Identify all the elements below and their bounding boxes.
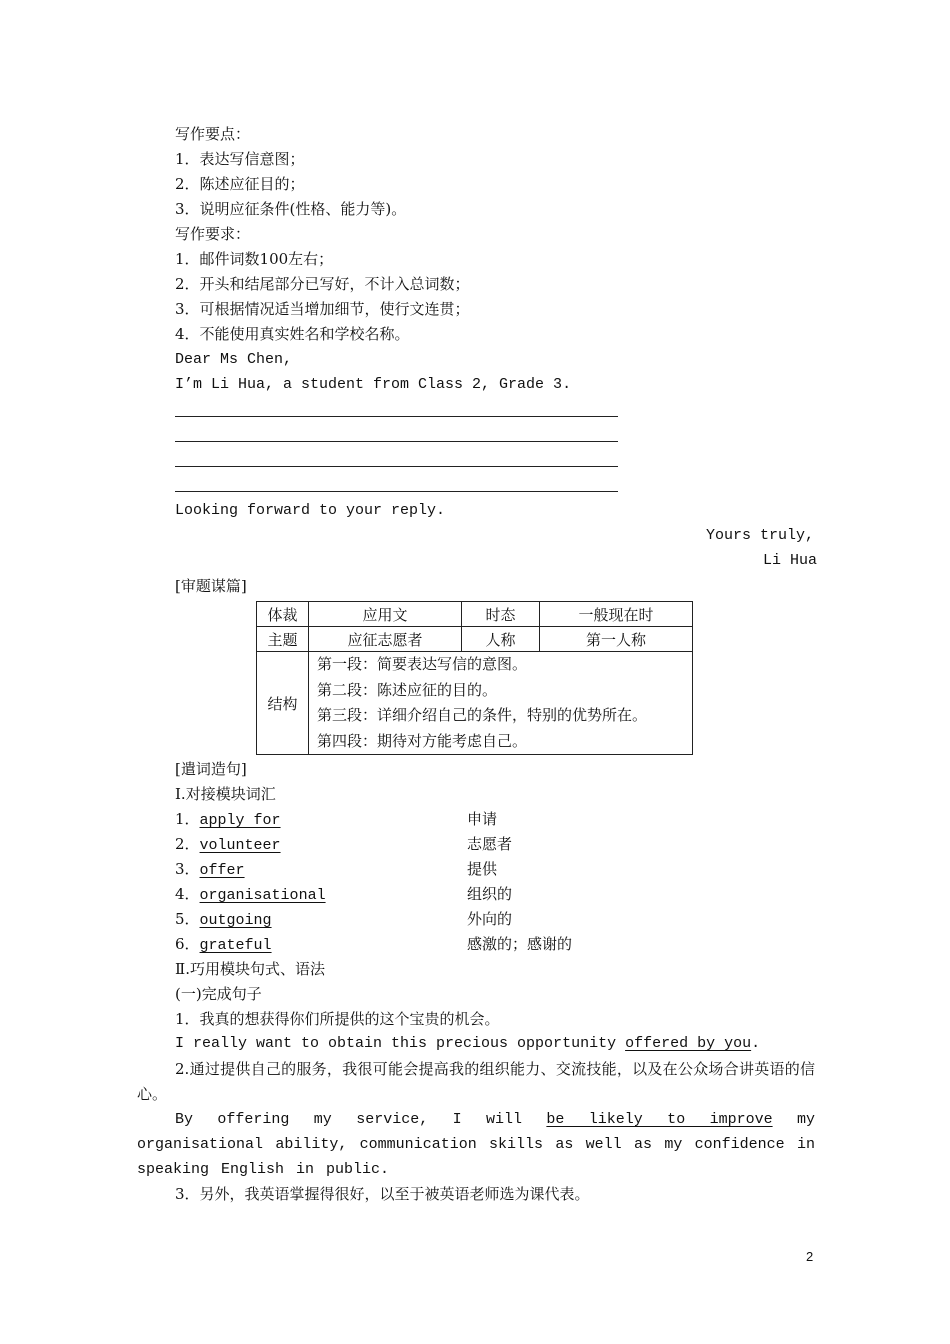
writing-requirements-heading: 写作要求： <box>175 225 251 243</box>
sentence-text: . <box>751 1035 761 1052</box>
vocab-item <box>175 859 245 881</box>
answer-line <box>175 416 618 417</box>
table-cell: 第一人称 <box>540 627 693 652</box>
writing-point-2: 2．陈述应征目的； <box>175 175 305 193</box>
letter-signoff: Yours truly, <box>706 527 815 544</box>
writing-requirement-3: 3．可根据情况适当增加细节，使行文连贯； <box>175 300 470 318</box>
complete-sentences-heading: (一)完成句子 <box>175 985 262 1003</box>
table-row <box>257 602 693 627</box>
letter-intro: I’m Li Hua, a student from Class 2, Grade 3. <box>175 376 572 393</box>
structure-para-4: 第四段：期待对方能考虑自己。 <box>317 731 528 750</box>
letter-signature: Li Hua <box>763 552 818 569</box>
page-number: 2 <box>806 1249 814 1264</box>
structure-para-2: 第二段：陈述应征的目的。 <box>317 680 498 699</box>
sentence-text: I really want to obtain this precious opportunity <box>175 1035 626 1052</box>
words-heading: [遣词造句] <box>175 760 247 778</box>
structure-label: 结构 <box>257 652 309 755</box>
writing-points-heading: 写作要点： <box>175 125 251 143</box>
table-row <box>257 652 693 755</box>
structure-para-3: 第三段：详细介绍自己的条件，特别的优势所在。 <box>317 706 648 724</box>
vocab-chinese: 志愿者 <box>467 835 513 853</box>
answer-line <box>175 441 618 442</box>
vocab-section-heading: Ⅰ.对接模块词汇 <box>175 785 276 803</box>
table-cell: 时态 <box>462 602 540 627</box>
table-cell: 人称 <box>462 627 540 652</box>
vocab-english: grateful <box>199 937 272 954</box>
sentence-text: 2.通过提供自己的服务，我很可能会提高我的组织能力、交流技能，以及在公众场合讲英语的信心。 <box>137 1060 815 1103</box>
table-cell: 应用文 <box>309 602 462 627</box>
vocab-number: 4． <box>175 885 200 903</box>
sentence-answer: offered by you <box>625 1035 752 1052</box>
writing-point-3: 3．说明应征条件(性格、能力等)。 <box>175 200 407 218</box>
table-cell: 体裁 <box>257 602 309 627</box>
writing-requirement-2: 2．开头和结尾部分已写好，不计入总词数； <box>175 275 470 293</box>
vocab-chinese: 组织的 <box>467 885 513 903</box>
analysis-heading: [审题谋篇] <box>175 577 247 595</box>
vocab-number: 1． <box>175 810 200 828</box>
writing-requirement-1: 1．邮件词数100左右； <box>175 250 334 268</box>
vocab-chinese: 申请 <box>467 810 498 828</box>
writing-point-1: 1．表达写信意图； <box>175 150 305 168</box>
table-cell: 主题 <box>257 627 309 652</box>
vocab-english: volunteer <box>199 837 281 854</box>
sentence-1-english <box>175 1034 760 1054</box>
writing-requirement-4: 4．不能使用真实姓名和学校名称。 <box>175 325 410 343</box>
letter-closing-line: Looking forward to your reply. <box>175 502 446 519</box>
vocab-number: 3． <box>175 860 200 878</box>
vocab-chinese: 感激的；感谢的 <box>467 935 573 953</box>
vocab-chinese: 提供 <box>467 860 498 878</box>
vocab-item <box>175 884 326 906</box>
answer-line <box>175 466 618 467</box>
structure-para-1: 第一段：简要表达写信的意图。 <box>317 655 528 673</box>
sentence-2-english <box>137 1107 815 1182</box>
vocab-english: organisational <box>199 887 326 904</box>
letter-salutation: Dear Ms Chen, <box>175 351 293 368</box>
vocab-english: outgoing <box>199 912 272 929</box>
vocab-item <box>175 809 281 831</box>
sentence-section-heading: Ⅱ.巧用模块句式、语法 <box>175 960 325 978</box>
sentence-text: By offering my service, I will <box>175 1111 547 1128</box>
sentence-3-chinese: 3．另外，我英语掌握得很好，以至于被英语老师选为课代表。 <box>175 1185 590 1203</box>
vocab-chinese: 外向的 <box>467 910 513 928</box>
structure-cell <box>309 652 693 755</box>
vocab-item <box>175 834 281 856</box>
vocab-number: 5． <box>175 910 200 928</box>
sentence-2-chinese <box>137 1057 815 1107</box>
table-cell: 应征志愿者 <box>309 627 462 652</box>
vocab-english: offer <box>199 862 245 879</box>
table-row <box>257 627 693 652</box>
answer-line <box>175 491 618 492</box>
table-cell: 一般现在时 <box>540 602 693 627</box>
vocab-item <box>175 934 272 956</box>
sentence-1-chinese: 1．我真的想获得你们所提供的这个宝贵的机会。 <box>175 1010 500 1028</box>
vocab-number: 2． <box>175 835 200 853</box>
analysis-table <box>256 601 693 755</box>
sentence-answer: be likely to improve <box>546 1111 773 1128</box>
vocab-english: apply for <box>199 812 281 829</box>
vocab-number: 6． <box>175 935 200 953</box>
vocab-item <box>175 909 272 931</box>
sentence-text: my organisational ability, communication skills as well as my confidence in speaking English in public. <box>137 1111 815 1178</box>
